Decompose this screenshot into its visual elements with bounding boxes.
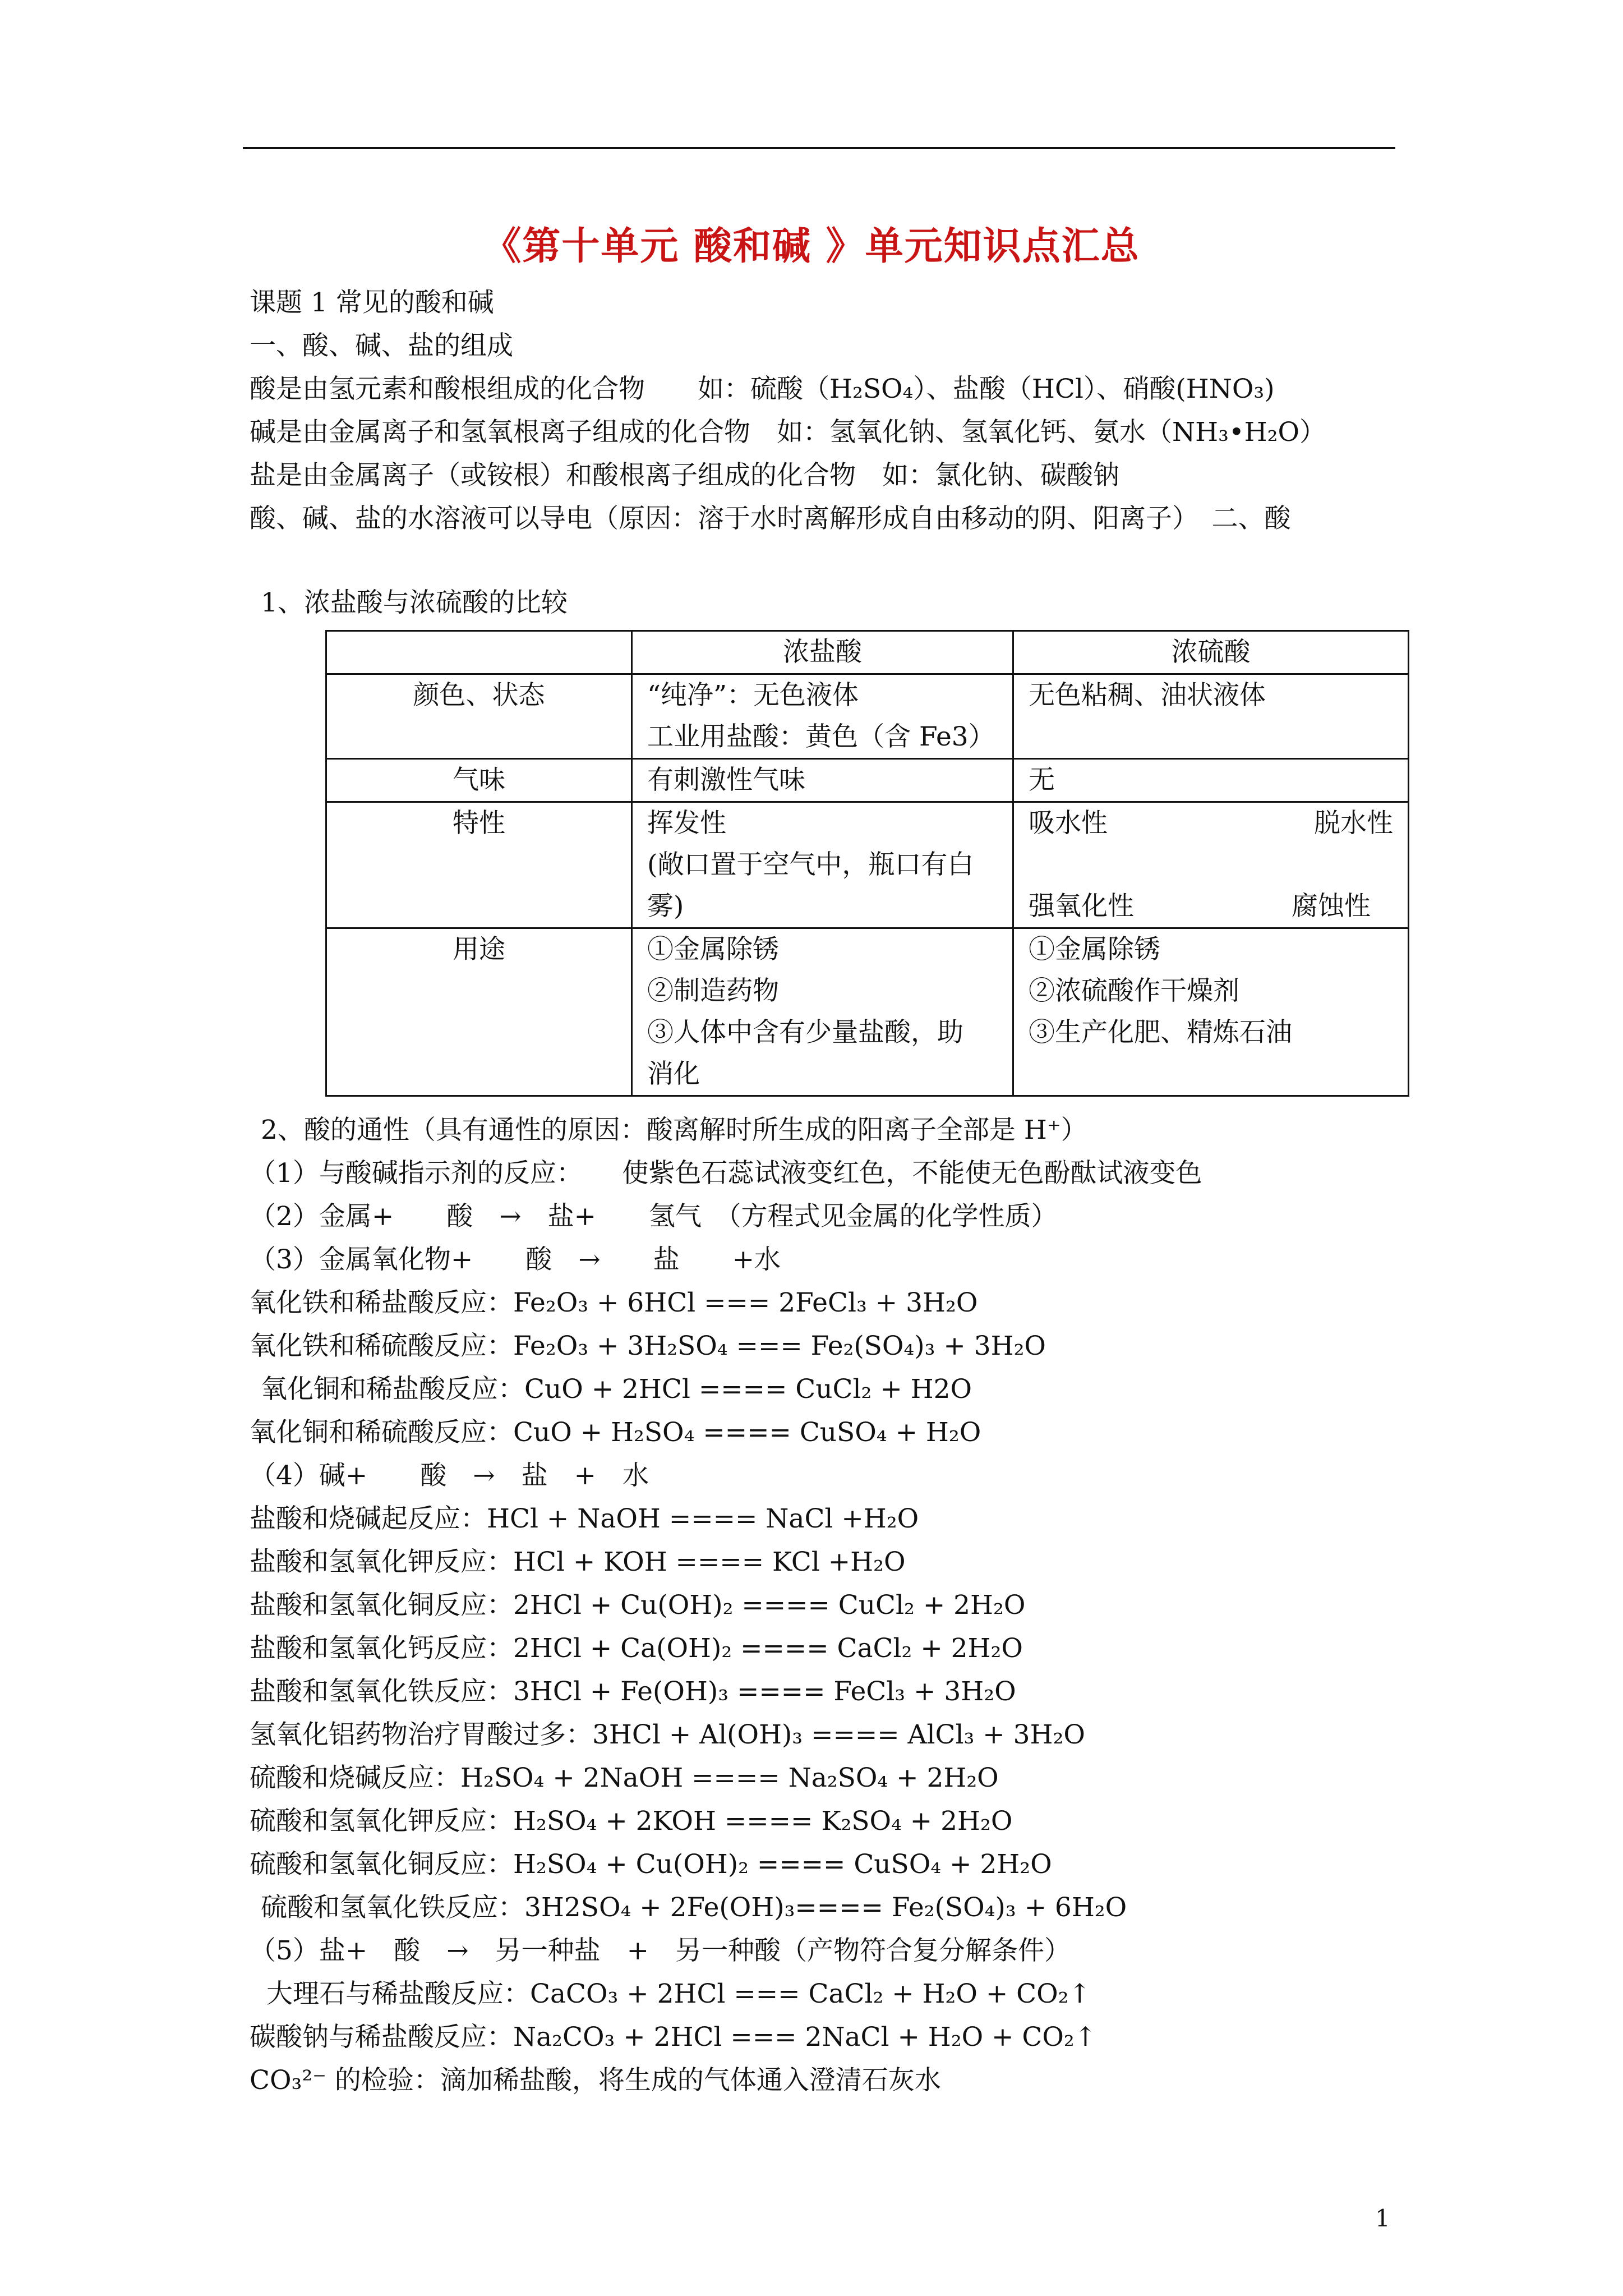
text-line: 碱是由金属离子和氢氧根离子组成的化合物 如：氢氧化钠、氢氧化钙、氨水（NH₃•H₂O）	[250, 417, 1326, 448]
section-heading: 1、浓盐酸与浓硫酸的比较	[261, 587, 568, 618]
equation-line: 氧化铁和稀盐酸反应：Fe₂O₃ + 6HCl === 2FeCl₃ + 3H₂O	[250, 1287, 978, 1318]
cell-line: 消化	[647, 1059, 700, 1089]
table-header-cell	[326, 631, 632, 674]
text-line: （1）与酸碱指示剂的反应： 使紫色石蕊试液变红色，不能使无色酚酞试液变色	[250, 1158, 1202, 1189]
row-label: 特性	[326, 802, 632, 928]
table-cell	[1013, 759, 1409, 802]
text-line: 酸、碱、盐的水溶液可以导电（原因：溶于水时离解形成自由移动的阴、阳离子） 二、酸	[250, 503, 1291, 534]
header-rule	[243, 147, 1395, 149]
cell-line: ①金属除锈	[1029, 934, 1160, 965]
cell-line: 无	[1029, 765, 1055, 795]
text-line: CO₃²⁻ 的检验：滴加稀盐酸，将生成的气体通入澄清石灰水	[250, 2065, 941, 2096]
page-title: 《第十单元 酸和碱 》单元知识点汇总	[483, 224, 1140, 269]
equation-line: 盐酸和氢氧化铜反应：2HCl + Cu(OH)₂ ==== CuCl₂ + 2H₂O	[250, 1590, 1026, 1621]
equation-line: 硫酸和烧碱反应：H₂SO₄ + 2NaOH ==== Na₂SO₄ + 2H₂O	[250, 1763, 999, 1793]
table-cell	[632, 802, 1013, 928]
equation-line: 硫酸和氢氧化铁反应：3H2SO₄ + 2Fe(OH)₃==== Fe₂(SO₄)₃ + 6H₂O	[261, 1892, 1127, 1923]
cell-line: 工业用盐酸：黄色（含 Fe3）	[647, 721, 995, 752]
equation-line: 碳酸钠与稀盐酸反应：Na₂CO₃ + 2HCl === 2NaCl + H₂O + CO₂↑	[250, 2022, 1097, 2053]
table-row	[326, 759, 1409, 802]
text-line: 酸是由氢元素和酸根组成的化合物 如：硫酸（H₂SO₄）、盐酸（HCl）、硝酸(HNO₃)	[250, 374, 1275, 404]
cell-line: 雾)	[647, 891, 684, 922]
cell-line: ①金属除锈	[647, 934, 779, 965]
comparison-table	[325, 630, 1409, 1097]
table-cell	[1013, 928, 1409, 1096]
cell-line: ②制造药物	[647, 976, 779, 1006]
text-line: 盐是由金属离子（或铵根）和酸根离子组成的化合物 如：氯化钠、碳酸钠	[250, 460, 1119, 491]
cell-line: 有刺激性气味	[647, 765, 805, 795]
table-cell	[632, 759, 1013, 802]
cell-line: ②浓硫酸作干燥剂	[1029, 976, 1239, 1006]
property-text: 脱水性	[1314, 808, 1393, 839]
equation-line: 大理石与稀盐酸反应：CaCO₃ + 2HCl === CaCl₂ + H₂O + CO₂↑	[266, 1978, 1091, 2009]
equation-line: 氧化铜和稀硫酸反应：CuO + H₂SO₄ ==== CuSO₄ + H₂O	[250, 1417, 981, 1448]
cell-line: “纯净”：无色液体	[647, 680, 859, 711]
text-line: （4）碱+ 酸 → 盐 + 水	[250, 1460, 649, 1491]
equation-line: 硫酸和氢氧化钾反应：H₂SO₄ + 2KOH ==== K₂SO₄ + 2H₂O	[250, 1806, 1013, 1837]
text-line: （3）金属氧化物+ 酸 → 盐 +水	[250, 1244, 781, 1275]
property-text: 腐蚀性	[1292, 891, 1371, 922]
equation-line: 盐酸和氢氧化钾反应：HCl + KOH ==== KCl +H₂O	[250, 1547, 906, 1577]
table-header-cell: 浓盐酸	[632, 631, 1013, 674]
equation-line: 氧化铁和稀硫酸反应：Fe₂O₃ + 3H₂SO₄ === Fe₂(SO₄)₃ + 3H₂O	[250, 1331, 1046, 1361]
cell-spacer	[1029, 844, 1393, 886]
equation-line: 硫酸和氢氧化铜反应：H₂SO₄ + Cu(OH)₂ ==== CuSO₄ + 2H₂O	[250, 1849, 1052, 1880]
table-cell	[1013, 802, 1409, 928]
text-line: （2）金属+ 酸 → 盐+ 氢气 （方程式见金属的化学性质）	[250, 1201, 1058, 1232]
equation-line: 氢氧化铝药物治疗胃酸过多：3HCl + Al(OH)₃ ==== AlCl₃ + 3H₂O	[250, 1719, 1085, 1750]
property-pair	[1029, 803, 1393, 844]
text-line: 课题 1 常见的酸和碱	[250, 287, 494, 318]
page-number: 1	[1375, 2205, 1390, 2232]
property-text: 吸水性	[1029, 808, 1108, 839]
cell-line: ③人体中含有少量盐酸，助	[647, 1017, 963, 1048]
row-label: 颜色、状态	[326, 674, 632, 759]
table-header-row	[326, 631, 1409, 674]
cell-line: ③生产化肥、精炼石油	[1029, 1017, 1292, 1048]
table-cell	[632, 674, 1013, 759]
table-cell	[1013, 674, 1409, 759]
cell-line: 无色粘稠、油状液体	[1029, 680, 1266, 711]
equation-line: 盐酸和烧碱起反应：HCl + NaOH ==== NaCl +H₂O	[250, 1503, 919, 1534]
table-cell	[632, 928, 1013, 1096]
table-row	[326, 802, 1409, 928]
text-line: （5）盐+ 酸 → 另一种盐 + 另一种酸（产物符合复分解条件）	[250, 1935, 1071, 1966]
equation-line: 盐酸和氢氧化铁反应：3HCl + Fe(OH)₃ ==== FeCl₃ + 3H₂O	[250, 1676, 1016, 1707]
equation-line: 氧化铜和稀盐酸反应：CuO + 2HCl ==== CuCl₂ + H2O	[261, 1374, 972, 1405]
cell-line: (敞口置于空气中，瓶口有白	[647, 849, 974, 880]
equation-line: 盐酸和氢氧化钙反应：2HCl + Ca(OH)₂ ==== CaCl₂ + 2H₂O	[250, 1633, 1023, 1664]
text-line: 一、酸、碱、盐的组成	[250, 330, 513, 361]
table-row	[326, 928, 1409, 1096]
cell-line: 挥发性	[647, 808, 726, 839]
property-pair	[1029, 886, 1393, 927]
row-label: 用途	[326, 928, 632, 1096]
text-line: 2、酸的通性（具有通性的原因：酸离解时所生成的阳离子全部是 H⁺）	[261, 1115, 1087, 1145]
property-text: 强氧化性	[1029, 891, 1134, 922]
row-label: 气味	[326, 759, 632, 802]
table-header-cell: 浓硫酸	[1013, 631, 1409, 674]
table-row	[326, 674, 1409, 759]
